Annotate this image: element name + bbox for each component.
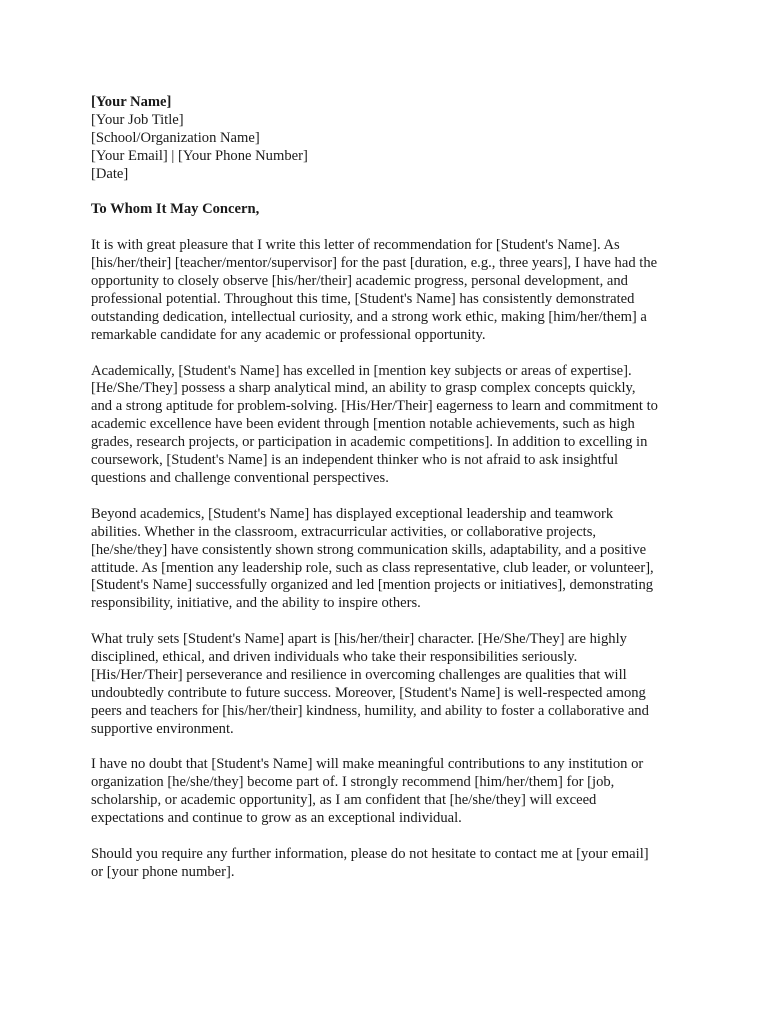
- paragraph-line: It is with great pleasure that I write this letter of recommendation for [Student's Name]. As: [91, 237, 620, 254]
- paragraph-line: grades, research projects, or participation in academic competitions]. In addition to excelling in: [91, 434, 648, 451]
- paragraph-line: undoubtedly contribute to future success. Moreover, [Student's Name] is well-respected among: [91, 684, 646, 701]
- paragraph-line: scholarship, or academic opportunity], as I am confident that [he/she/they] will exceed: [91, 792, 597, 809]
- sender-contact: [Your Email] | [Your Phone Number]: [91, 147, 308, 164]
- paragraph-line: outstanding dedication, intellectual curiosity, and a strong work ethic, making [him/her/them] a: [91, 308, 647, 325]
- paragraph-line: remarkable candidate for any academic or professional opportunity.: [91, 326, 486, 343]
- body-paragraph: [91, 756, 691, 828]
- salutation: To Whom It May Concern,: [91, 201, 260, 218]
- paragraph-line: and a strong aptitude for problem-solving. [His/Her/Their] eagerness to learn and commitment to: [91, 398, 658, 415]
- paragraph-line: expectations and continue to grow as an exceptional individual.: [91, 810, 462, 827]
- paragraph-line: responsibility, initiative, and the ability to inspire others.: [91, 595, 421, 612]
- letter-body: [91, 237, 691, 882]
- paragraph-line: abilities. Whether in the classroom, extracurricular activities, or collaborative projects,: [91, 523, 597, 540]
- paragraph-line: [Student's Name] successfully organized and led [mention projects or initiatives], demonstrating: [91, 577, 654, 594]
- sender-block: [91, 94, 691, 184]
- paragraph-line: attitude. As [mention any leadership role, such as class representative, club leader, or volunteer],: [91, 559, 654, 576]
- paragraph-line: or [your phone number].: [91, 863, 235, 880]
- paragraph-line: disciplined, ethical, and driven individuals who take their responsibilities seriously.: [91, 649, 578, 666]
- paragraph-line: [He/She/They] possess a sharp analytical mind, an ability to grasp complex concepts quickly,: [91, 380, 636, 397]
- paragraph-line: Beyond academics, [Student's Name] has displayed exceptional leadership and teamwork: [91, 505, 614, 522]
- sender-organization: [School/Organization Name]: [91, 129, 260, 146]
- paragraph-line: coursework, [Student's Name] is an independent thinker who is not afraid to ask insightful: [91, 452, 619, 469]
- letter-date: [Date]: [91, 165, 129, 182]
- paragraph-line: [His/Her/Their] perseverance and resilience in overcoming challenges are qualities that will: [91, 666, 627, 683]
- sender-name: [Your Name]: [91, 94, 172, 110]
- body-paragraph: [91, 363, 691, 488]
- recommendation-letter: [91, 94, 691, 900]
- sender-job-title: [Your Job Title]: [91, 111, 184, 128]
- paragraph-line: Academically, [Student's Name] has excelled in [mention key subjects or areas of expertise].: [91, 362, 632, 379]
- paragraph-line: questions and challenge conventional perspectives.: [91, 469, 389, 486]
- paragraph-line: professional potential. Throughout this time, [Student's Name] has consistently demonstrated: [91, 290, 635, 307]
- paragraph-line: [his/her/their] [teacher/mentor/supervisor] for the past [duration, e.g., three years], I have had the: [91, 255, 658, 272]
- paragraph-line: academic excellence have been evident through [mention notable achievements, such as high: [91, 416, 635, 433]
- paragraph-line: organization [he/she/they] become part of. I strongly recommend [him/her/them] for [job,: [91, 774, 615, 791]
- paragraph-line: supportive environment.: [91, 720, 234, 737]
- paragraph-line: peers and teachers for [his/her/their] kindness, humility, and ability to foster a collaborative and: [91, 702, 649, 719]
- body-paragraph: [91, 846, 691, 882]
- paragraph-line: What truly sets [Student's Name] apart is [his/her/their] character. [He/She/They] are highly: [91, 631, 627, 648]
- body-paragraph: [91, 631, 691, 738]
- paragraph-line: opportunity to closely observe [his/her/their] academic progress, personal development, and: [91, 273, 628, 290]
- body-paragraph: [91, 237, 691, 344]
- paragraph-line: Should you require any further information, please do not hesitate to contact me at [your email]: [91, 845, 649, 862]
- paragraph-line: [he/she/they] have consistently shown strong communication skills, adaptability, and a positive: [91, 541, 647, 558]
- body-paragraph: [91, 506, 691, 613]
- paragraph-line: I have no doubt that [Student's Name] will make meaningful contributions to any institution or: [91, 756, 644, 773]
